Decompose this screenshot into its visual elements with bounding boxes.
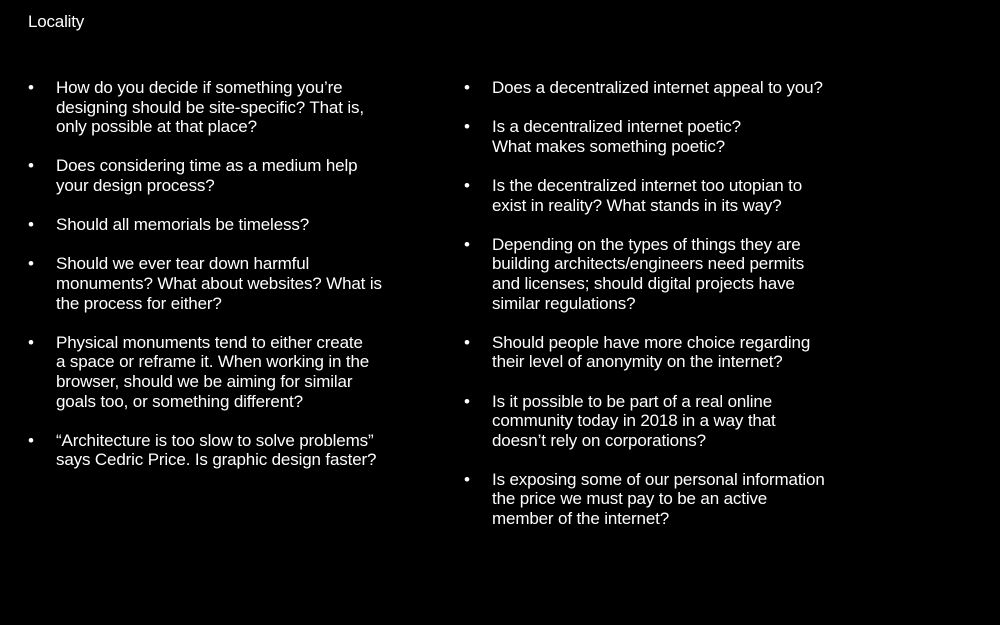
question-text: Should all memorials be timeless?	[56, 215, 309, 235]
list-item	[28, 254, 433, 313]
list-item	[464, 392, 884, 451]
list-item	[464, 176, 884, 215]
question-text: Is exposing some of our personal information the price we must pay to be an active member of the internet?	[492, 469, 825, 529]
bullet-icon: •	[464, 234, 470, 254]
bullet-icon: •	[28, 254, 34, 274]
list-item	[28, 78, 433, 137]
bullet-icon: •	[28, 430, 34, 450]
question-text: Is a decentralized internet poetic? What makes something poetic?	[492, 117, 741, 156]
list-item	[464, 333, 884, 372]
slide-title: Locality	[28, 12, 85, 31]
left-question-list	[28, 78, 433, 489]
list-item	[28, 333, 433, 411]
list-item	[28, 156, 433, 195]
bullet-icon: •	[28, 78, 34, 97]
question-text: How do you decide if something you’re designing should be site-specific? That is, only possible at that place?	[56, 78, 364, 137]
question-text: Should people have more choice regarding their level of anonymity on the internet?	[492, 332, 811, 372]
right-question-list	[464, 78, 884, 548]
bullet-icon: •	[464, 175, 470, 195]
bullet-icon: •	[464, 117, 470, 137]
list-item	[28, 431, 433, 470]
bullet-icon: •	[28, 332, 34, 352]
question-text: Does considering time as a medium help your design process?	[56, 156, 358, 195]
list-item	[464, 235, 884, 313]
question-text: Is the decentralized internet too utopian to exist in reality? What stands in its way?	[492, 175, 803, 215]
question-text: Does a decentralized internet appeal to you?	[492, 78, 823, 97]
list-item	[464, 78, 884, 98]
question-text: Should we ever tear down harmful monuments? What about websites? What is the process for either?	[56, 254, 382, 313]
question-text: “Architecture is too slow to solve problems” says Cedric Price. Is graphic design faster?	[56, 430, 377, 470]
bullet-icon: •	[464, 78, 470, 97]
list-item	[464, 117, 884, 156]
bullet-icon: •	[464, 332, 470, 352]
bullet-icon: •	[464, 469, 470, 489]
question-text: Depending on the types of things they are building architects/engineers need permits and licenses; should digital projects have similar regulations?	[492, 234, 805, 313]
bullet-icon: •	[464, 391, 470, 411]
list-item	[464, 470, 884, 529]
question-text: Physical monuments tend to either create a space or reframe it. When working in the browser, should we be aiming for similar goals too, or something different?	[56, 332, 370, 411]
bullet-icon: •	[28, 215, 34, 235]
bullet-icon: •	[28, 156, 34, 176]
question-text: Is it possible to be part of a real online community today in 2018 in a way that doesn’t rely on corporations?	[492, 391, 776, 450]
list-item	[28, 215, 433, 235]
